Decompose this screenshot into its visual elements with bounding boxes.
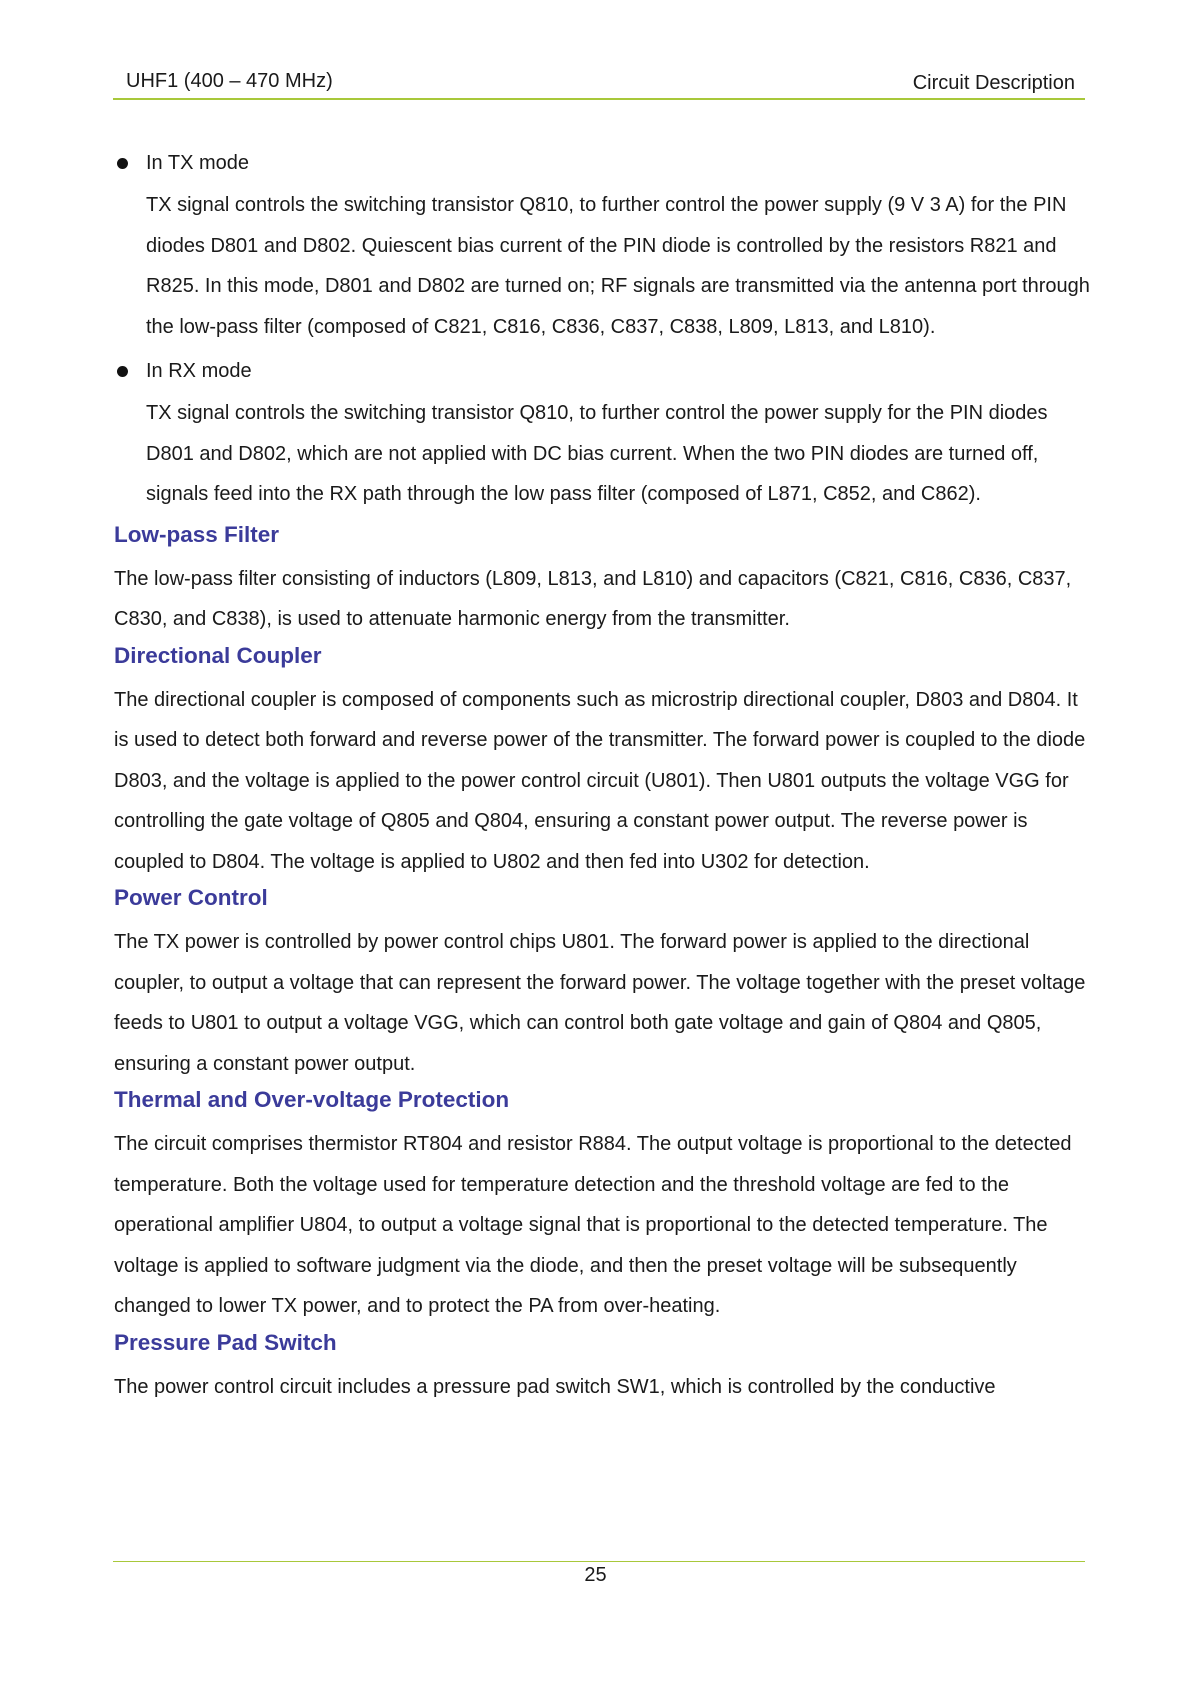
rx-mode-label: In RX mode xyxy=(146,360,252,382)
header-section-title: Circuit Description xyxy=(912,72,1075,94)
heading-pressure-pad-switch: Pressure Pad Switch xyxy=(114,1329,337,1355)
directional-coupler-text: The directional coupler is composed of components such as microstrip directional coupler, D803 and D804. It is used to detect both forward and reverse power of the transmitter. The forward power is coupled to the diode D803, and the voltage is applied to the power control circuit (U801). Then U801 outputs the voltage VGG for controlling the gate voltage of Q805 and Q804, ensuring a constant power output. The reverse power is coupled to D804. The voltage is applied to U802 and then fed into U302 for detection. xyxy=(114,688,1086,873)
rx-mode-bullet xyxy=(114,351,1094,393)
low-pass-filter-text: The low-pass filter consisting of inductors (L809, L813, and L810) and capacitors (C821, C816, C836, C837, C830, and C838), is used to attenuate harmonic energy from the transmitter. xyxy=(114,567,1072,630)
bullet-dot-icon xyxy=(117,366,128,377)
page-content xyxy=(114,141,1094,1407)
bullet-dot-icon xyxy=(117,158,128,169)
tx-mode-bullet xyxy=(114,143,1094,185)
thermal-protection-text: The circuit comprises thermistor RT804 and resistor R884. The output voltage is proportional to the detected temperature. Both the voltage used for temperature detection and the threshold voltage are fed to the operational amplifier U804, to output a voltage signal that is proportional to the detected temperature. The voltage is applied to software judgment via the diode, and then the preset voltage will be subsequently changed to lower TX power, and to protect the PA from over-heating. xyxy=(114,1133,1072,1317)
page-header xyxy=(113,70,1085,100)
heading-thermal-protection: Thermal and Over-voltage Protection xyxy=(114,1087,510,1112)
heading-directional-coupler: Directional Coupler xyxy=(114,642,322,668)
page-number: 25 xyxy=(584,1564,607,1586)
heading-low-pass-filter: Low-pass Filter xyxy=(114,521,280,547)
rx-mode-text: TX signal controls the switching transistor Q810, to further control the power supply for the PIN diodes D801 and D802, which are not applied with DC bias current. When the two PIN diodes are turned off, signals feed into the RX path through the low pass filter (composed of L871, C852, and C862). xyxy=(146,402,1048,505)
heading-power-control: Power Control xyxy=(114,885,268,910)
pressure-pad-switch-text: The power control circuit includes a pressure pad switch SW1, which is controlled by the conductive xyxy=(114,1375,996,1398)
header-model-range: UHF1 (400 – 470 MHz) xyxy=(126,70,333,92)
footer-divider xyxy=(113,1561,1085,1562)
tx-mode-text: TX signal controls the switching transistor Q810, to further control the power supply (9 V 3 A) for the PIN diodes D801 and D802. Quiescent bias current of the PIN diode is controlled by the resistors R821 and R825. In this mode, D801 and D802 are turned on; RF signals are transmitted via the antenna port through the low-pass filter (composed of C821, C816, C836, C837, C838, L809, L813, and L810). xyxy=(146,194,1090,338)
tx-mode-label: In TX mode xyxy=(146,152,250,174)
power-control-text: The TX power is controlled by power control chips U801. The forward power is applied to the directional coupler, to output a voltage that can represent the forward power. The voltage together with the preset voltage feeds to U801 to output a voltage VGG, which can control both gate voltage and gain of Q804 and Q805, ensuring a constant power output. xyxy=(114,931,1086,1075)
